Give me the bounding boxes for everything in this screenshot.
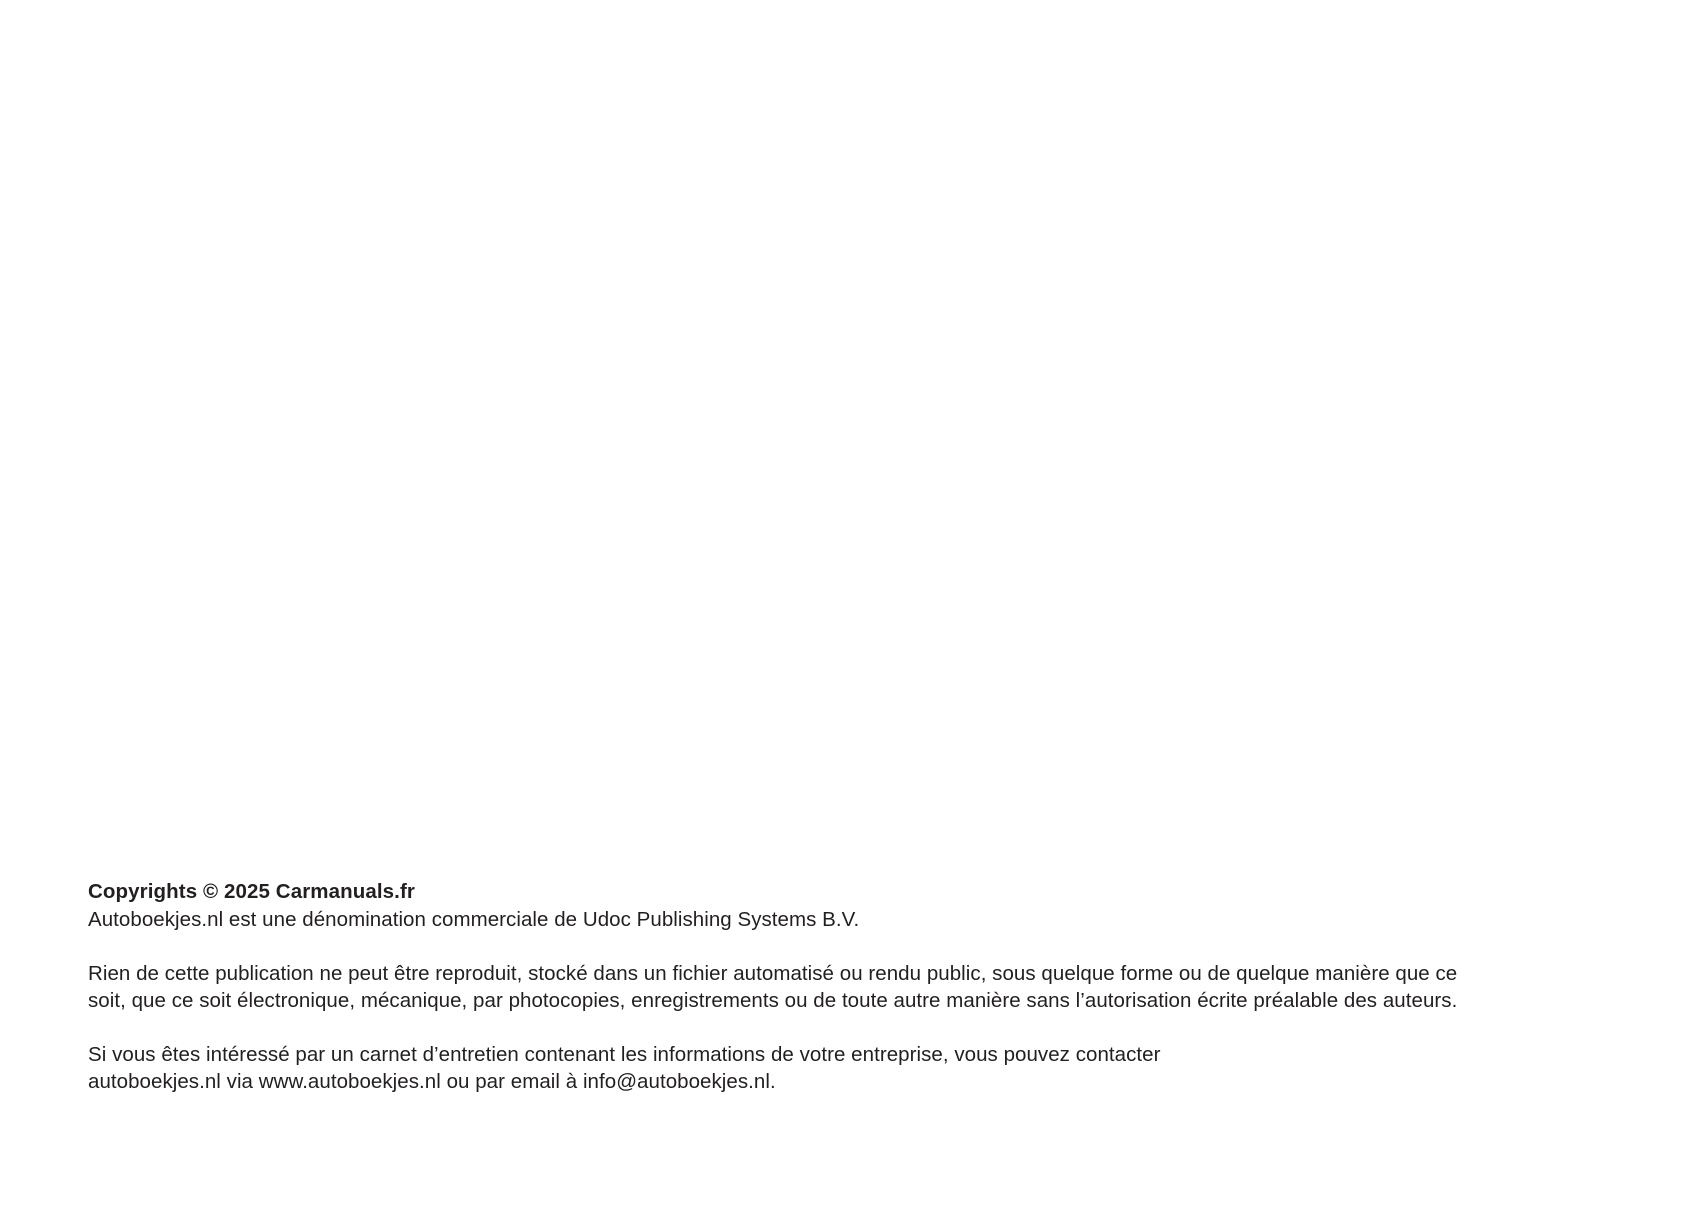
contact-paragraph-line-2: autoboekjes.nl via www.autoboekjes.nl ou par email à info@autoboekjes.nl. xyxy=(88,1070,776,1093)
reproduction-paragraph-line-2: soit, que ce soit électronique, mécanique, par photocopies, enregistrements ou de toute autre manière sans l’autorisation écrite préalable des auteurs. xyxy=(88,989,1458,1012)
copyright-subline: Autoboekjes.nl est une dénomination commerciale de Udoc Publishing Systems B.V. xyxy=(88,908,860,931)
paragraph-spacer-2 xyxy=(88,1014,1588,1041)
copyright-heading: Copyrights © 2025 Carmanuals.fr xyxy=(88,880,415,903)
paragraph-spacer-1 xyxy=(88,933,1588,960)
reproduction-paragraph-line-1: Rien de cette publication ne peut être reproduit, stocké dans un fichier automatisé ou rendu public, sous quelque forme ou de quelque manière que ce xyxy=(88,962,1458,985)
copyright-block xyxy=(88,878,1588,1095)
contact-paragraph-line-1: Si vous êtes intéressé par un carnet d’entretien contenant les informations de votre entreprise, vous pouvez contacter xyxy=(88,1043,1161,1066)
